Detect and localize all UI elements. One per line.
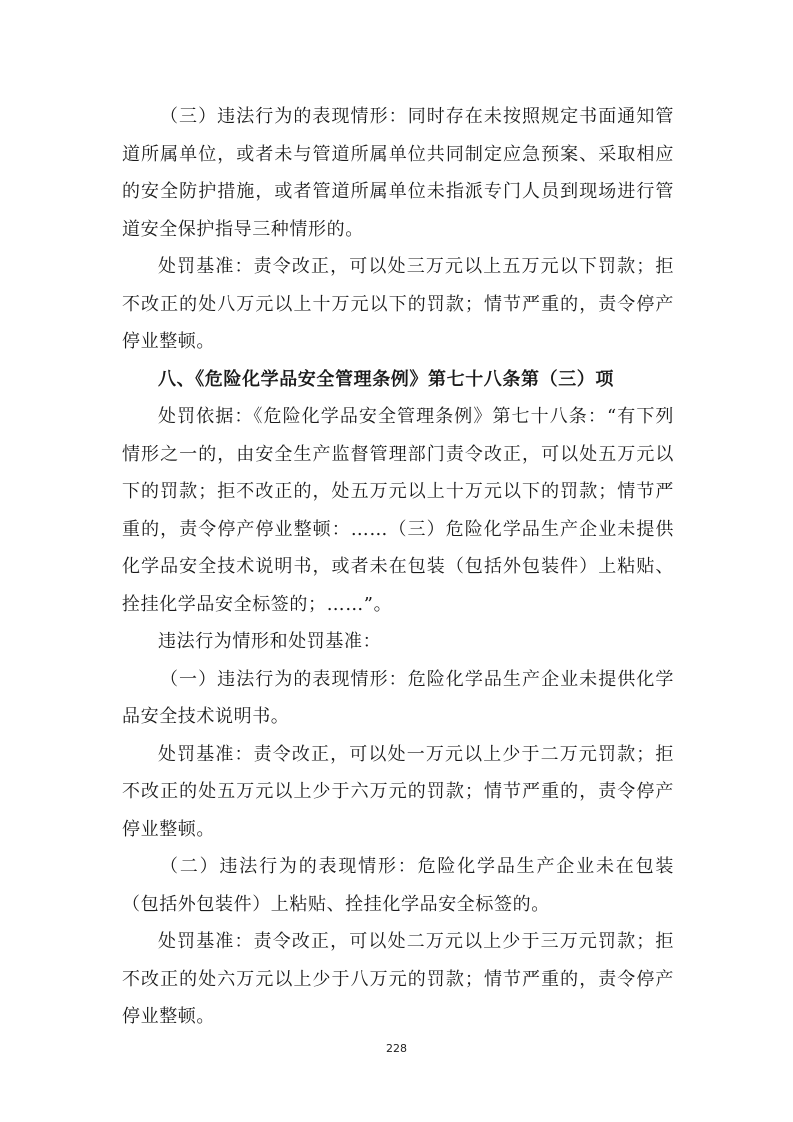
page-body (122, 98, 674, 1036)
penalty-basis-paragraph: 处罚依据：《危险化学品安全管理条例》第七十八条：“有下列情形之一的，由安全生产监督管理部门责令改正，可以处五万元以下的罚款；拒不改正的，处五万元以上十万元以下的罚款；情节严重的，责令停产停业整顿：……（三）危险化学品生产企业未提供化学品安全技术说明书，或者未在包装（包括外包装件）上粘贴、拴挂化学品安全标签的；……”。 (122, 406, 674, 615)
violation-case-1-paragraph: （一）违法行为的表现情形：危险化学品生产企业未提供化学品安全技术说明书。 (122, 668, 674, 727)
penalty-standard-paragraph: 处罚基准：责令改正，可以处三万元以上五万元以下罚款；拒不改正的处八万元以上十万元以下的罚款；情节严重的，责令停产停业整顿。 (122, 256, 674, 352)
violation-case-2-paragraph: （二）违法行为的表现情形：危险化学品生产企业未在包装（包括外包装件）上粘贴、拴挂化学品安全标签的。 (122, 856, 674, 915)
page-number: 228 (386, 1042, 407, 1055)
section-heading-8: 八、《危险化学品安全管理条例》第七十八条第（三）项 (158, 368, 614, 390)
penalty-standard-paragraph: 处罚基准：责令改正，可以处二万元以上少于三万元罚款；拒不改正的处六万元以上少于八万元的罚款；情节严重的，责令停产停业整顿。 (122, 931, 674, 1027)
penalty-standard-paragraph: 处罚基准：责令改正，可以处一万元以上少于二万元罚款；拒不改正的处五万元以上少于六万元的罚款；情节严重的，责令停产停业整顿。 (122, 743, 674, 840)
violation-situations-label: 违法行为情形和处罚基准： (158, 631, 382, 652)
violation-case-3-paragraph: （三）违法行为的表现情形：同时存在未按照规定书面通知管道所属单位，或者未与管道所属单位共同制定应急预案、采取相应的安全防护措施，或者管道所属单位未指派专门人员到现场进行管道安全保护指导三种情形的。 (122, 106, 674, 240)
